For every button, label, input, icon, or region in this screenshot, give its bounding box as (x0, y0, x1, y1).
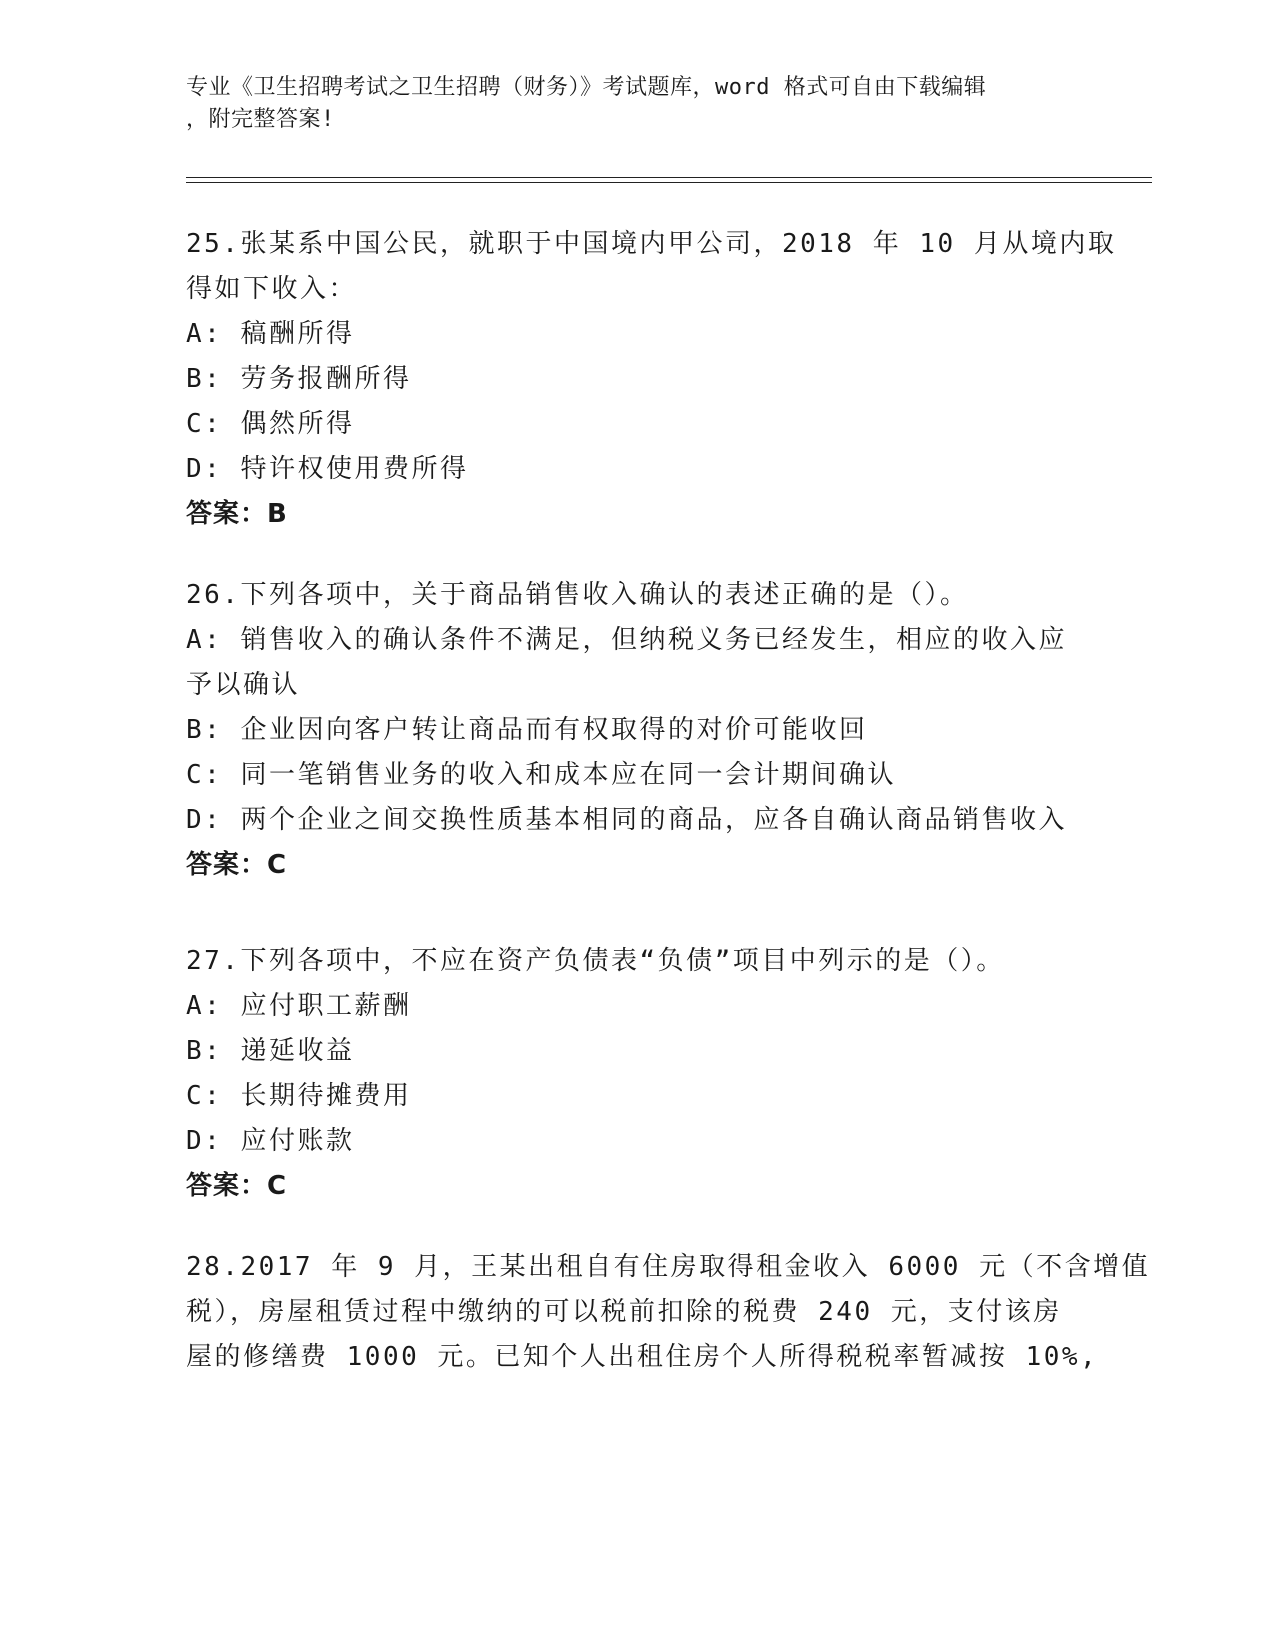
answer: 答案：B (186, 499, 288, 529)
option-a: A: 稿酬所得 (186, 319, 355, 349)
question-28 (186, 1245, 1151, 1380)
question-stem: 27.下列各项中，不应在资产负债表“负债”项目中列示的是（）。 (186, 946, 1005, 976)
question-27 (186, 939, 1086, 1209)
answer: 答案：C (186, 850, 288, 880)
question-stem: 28.2017 年 9 月，王某出租自有住房取得租金收入 6000 元（不含增值 (186, 1252, 1151, 1282)
option-a: A: 应付职工薪酬 (186, 991, 412, 1021)
option-c: C: 同一笔销售业务的收入和成本应在同一会计期间确认 (186, 760, 896, 790)
header-line-1: 专业《卫生招聘考试之卫生招聘（财务）》考试题库，word 格式可自由下载编辑 (186, 75, 987, 100)
question-stem: 25.张某系中国公民，就职于中国境内甲公司，2018 年 10 月从境内取 (186, 229, 1117, 259)
option-c: C: 长期待摊费用 (186, 1081, 412, 1111)
option-d: D: 应付账款 (186, 1126, 355, 1156)
option-b: B: 递延收益 (186, 1036, 355, 1066)
option-b: B: 劳务报酬所得 (186, 364, 412, 394)
answer: 答案：C (186, 1171, 288, 1201)
option-d: D: 两个企业之间交换性质基本相同的商品，应各自确认商品销售收入 (186, 805, 1067, 835)
question-stem: 得如下收入： (186, 274, 358, 304)
question-stem: 屋的修缮费 1000 元。已知个人出租住房个人所得税税率暂减按 10%, (186, 1342, 1099, 1372)
question-stem: 26.下列各项中，关于商品销售收入确认的表述正确的是（）。 (186, 580, 969, 610)
header-line-2: ，附完整答案! (186, 107, 335, 132)
question-25 (186, 222, 1117, 537)
question-stem: 税），房屋租赁过程中缴纳的可以税前扣除的税费 240 元，支付该房 (186, 1297, 1062, 1327)
question-26 (186, 573, 1086, 888)
option-a-continued: 予以确认 (186, 670, 301, 700)
document-header (186, 72, 1066, 136)
option-a: A: 销售收入的确认条件不满足，但纳税义务已经发生，相应的收入应 (186, 625, 1067, 655)
option-d: D: 特许权使用费所得 (186, 454, 469, 484)
header-divider-bottom (186, 182, 1152, 183)
option-c: C: 偶然所得 (186, 409, 355, 439)
header-divider-top (186, 177, 1152, 178)
option-b: B: 企业因向客户转让商品而有权取得的对价可能收回 (186, 715, 868, 745)
